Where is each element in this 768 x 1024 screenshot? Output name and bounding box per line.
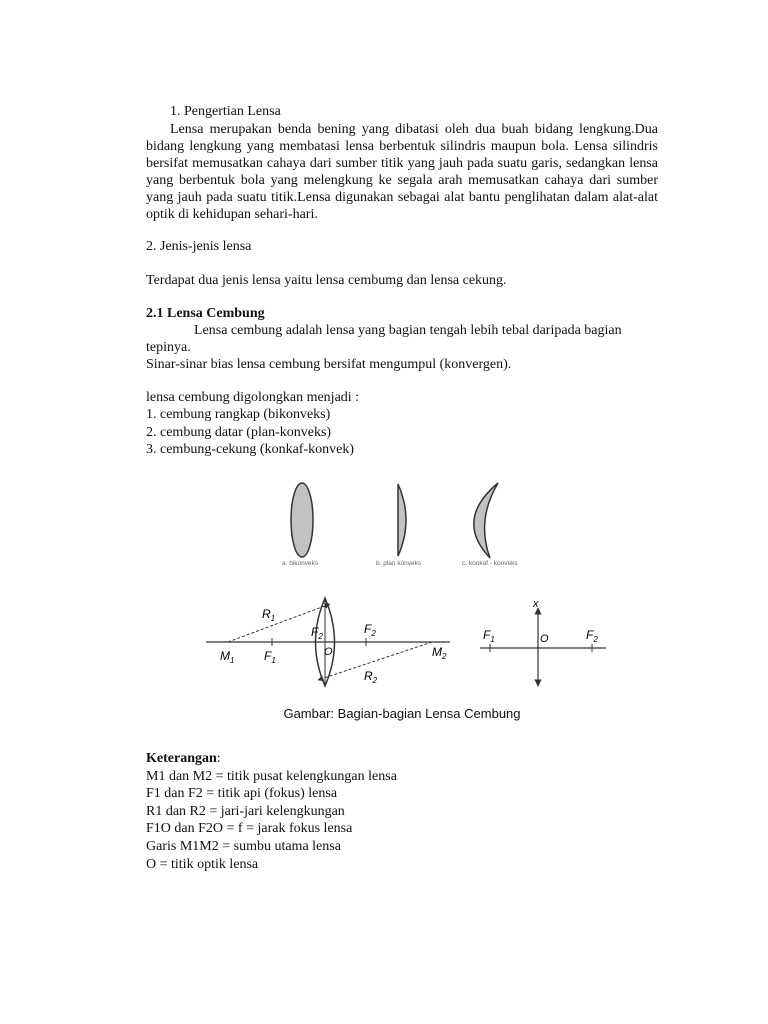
keterangan-item: Garis M1M2 = sumbu utama lensa	[146, 838, 341, 854]
label-m2: $M_2$	[432, 645, 447, 661]
lens-diagram	[200, 478, 620, 698]
label-bikonveks: a. bikonveks	[282, 560, 319, 567]
section-2-heading: 2. Jenis-jenis lensa	[146, 239, 252, 254]
label-f2: $F_2$	[364, 622, 376, 638]
keterangan-item: M1 dan M2 = titik pusat kelengkungan lensa	[146, 768, 397, 784]
plano-convex-lens-shape	[398, 484, 406, 556]
section-2-1-heading: 2.1 Lensa Cembung	[146, 306, 265, 321]
concave-convex-lens-shape	[474, 483, 498, 558]
section-1-heading: 1. Pengertian Lensa	[170, 104, 281, 119]
label-plan-konveks: b. plan konveks	[376, 560, 422, 567]
keterangan-item: R1 dan R2 = jari-jari kelengkungan	[146, 803, 345, 819]
label-m1: $M_1$	[220, 649, 235, 665]
type-item: 2. cembung datar (plan-konveks)	[146, 424, 332, 440]
lens-symbol-diagram	[480, 598, 606, 686]
keterangan-item: F1O dan F2O = f = jarak fokus lensa	[146, 821, 353, 837]
ray-diagram	[206, 598, 450, 686]
biconvex-lens-shape	[291, 483, 313, 557]
label-konkaf-konveks: c. konkaf - konveks	[462, 560, 518, 567]
symbol-label-f2: $F_2$	[586, 628, 598, 644]
keterangan-list	[146, 750, 397, 873]
label-f2-inner: $F_2$	[311, 625, 323, 641]
keterangan-title-text: Keterangan	[146, 751, 217, 766]
section-1-paragraph	[146, 121, 658, 223]
convex-rays: Sinar-sinar bias lensa cembung bersifat mengumpul (konvergen).	[146, 357, 512, 372]
label-r2: $R_2$	[364, 669, 378, 685]
convex-lens-figure	[200, 478, 620, 698]
radius-r2-line	[318, 642, 432, 680]
keterangan-colon: :	[216, 751, 221, 766]
type-item: 1. cembung rangkap (bikonveks)	[146, 407, 331, 423]
label-x: x	[533, 598, 539, 610]
classification-intro: lensa cembung digolongkan menjadi :	[146, 390, 360, 405]
convex-definition	[146, 322, 636, 356]
keterangan-item: F1 dan F2 = titik api (fokus) lensa	[146, 786, 338, 802]
figure-caption: Gambar: Bagian-bagian Lensa Cembung	[283, 706, 521, 721]
symbol-label-o: O	[540, 633, 549, 645]
type-item: 3. cembung-cekung (konkaf-konvek)	[146, 442, 354, 458]
convex-classification	[146, 389, 359, 459]
symbol-label-f1: $F_1$	[483, 628, 495, 644]
label-f1: $F_1$	[264, 649, 276, 665]
label-o: O	[324, 646, 333, 658]
convex-definition-text: Lensa cembung adalah lensa yang bagian tengah lebih tebal daripada bagian tepinya.	[146, 323, 622, 355]
section-1-paragraph-text: Lensa merupakan benda bening yang dibatasi oleh dua buah bidang lengkung.Dua bidang lengkung yang membatasi lensa berbentuk silindris maupun bola. Lensa silindris bersifat memusatkan cahaya dari sumber titik yang jauh pada suatu garis, sedangkan lensa yang berbentuk bola yang melengkung ke segala arah memusatkan cahaya dari sumber yang jauh pada suatu titik.Lensa digunakan sebagai alat bantu penglihatan dalam alat-alat optik di kehidupan sehari-hari.	[146, 122, 658, 222]
keterangan-item: O = titik optik lensa	[146, 856, 259, 872]
section-2-intro: Terdapat dua jenis lensa yaitu lensa cembumg dan lensa cekung.	[146, 273, 507, 288]
keterangan-title	[146, 750, 397, 768]
label-r1: $R_1$	[262, 607, 276, 623]
